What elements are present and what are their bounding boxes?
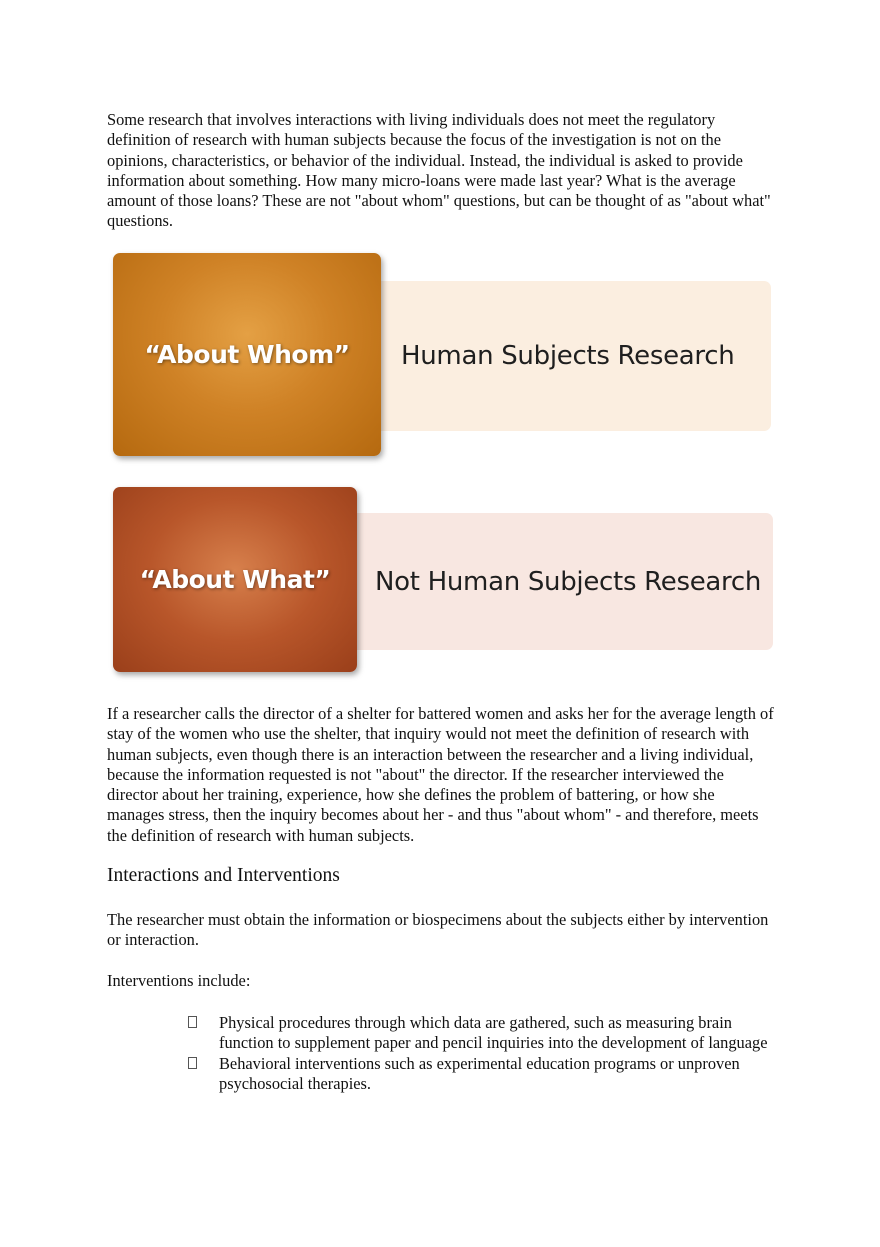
list-item bbox=[188, 1013, 788, 1054]
about-whom-about-what-diagram bbox=[108, 248, 778, 678]
not-human-subjects-research-label: Not Human Subjects Research bbox=[375, 566, 762, 597]
about-what-box bbox=[113, 487, 357, 672]
about-what-row bbox=[108, 484, 778, 678]
about-whom-row bbox=[108, 248, 778, 460]
shelter-example-paragraph: If a researcher calls the director of a shelter for battered women and asks her for the average length of stay of the women who use the shelter, that inquiry would not meet the definition of research with human subjects, even though there is an interaction between the researcher and a living individual, because the information requested is not "about" the director. If the researcher interviewed the director about her training, experience, how she defines the problem of battering, or how she manages stress, then the inquiry becomes about her - and thus "about whom" - and therefore, meets the definition of research with human subjects. bbox=[107, 704, 774, 845]
human-subjects-research-label: Human Subjects Research bbox=[401, 341, 735, 371]
about-whom-box bbox=[113, 253, 381, 456]
list-item-text: Physical procedures through which data are gathered, such as measuring brain function to supplement paper and pencil inquiries into the development of language bbox=[219, 1013, 768, 1053]
list-item-text: Behavioral interventions such as experimental education programs or unproven psychosocial therapies. bbox=[219, 1053, 740, 1093]
interventions-intro: Interventions include: bbox=[107, 971, 251, 990]
section-heading: Interactions and Interventions bbox=[107, 865, 340, 886]
intro-paragraph: Some research that involves interactions with living individuals does not meet the regulatory definition of research with human subjects because the focus of the investigation is not on the opinions, characteristics, or behavior of the individual. Instead, the individual is asked to provide information about something. How many micro-loans were made last year? What is the average amount of those loans? These are not "about whom" questions, but can be thought of as "about what" questions. bbox=[107, 110, 771, 231]
interventions-list bbox=[188, 1013, 788, 1094]
obtain-paragraph: The researcher must obtain the information or biospecimens about the subjects either by intervention or interaction. bbox=[107, 910, 769, 950]
bullet-box-icon bbox=[188, 1057, 197, 1069]
not-human-subjects-research-panel bbox=[348, 513, 773, 650]
human-subjects-research-panel bbox=[363, 281, 771, 431]
list-item bbox=[188, 1054, 788, 1095]
about-what-label: “About What” bbox=[139, 565, 331, 594]
bullet-box-icon bbox=[188, 1016, 197, 1028]
about-whom-label: “About Whom” bbox=[144, 340, 350, 369]
